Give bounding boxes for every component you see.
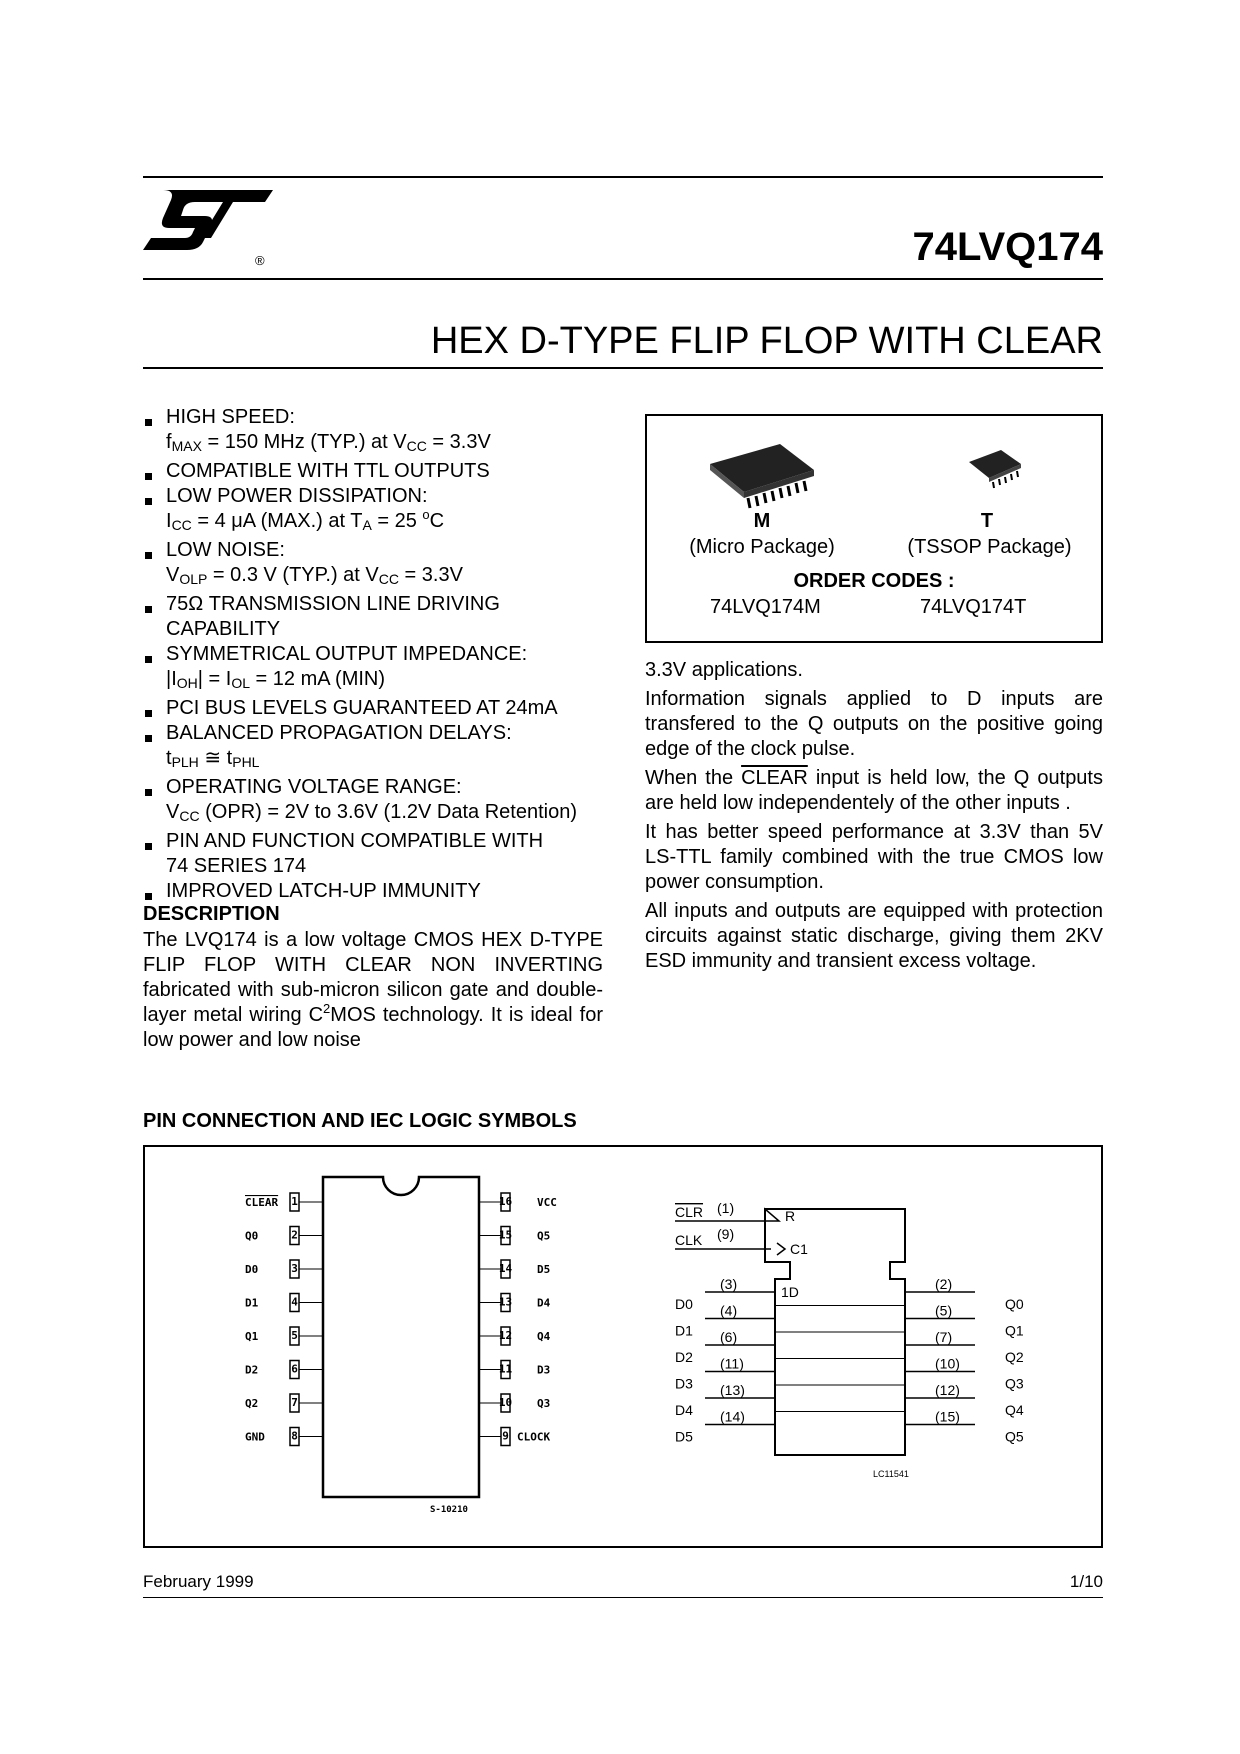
dip-pin-number: 4 [291,1295,298,1309]
clr-triangle [765,1209,779,1221]
desc-paragraph-3 [645,766,1103,816]
iec-clr-label: CLR [675,1204,704,1220]
feature-line: PCI BUS LEVELS GUARANTEED AT 24mA [166,697,558,719]
st-logo [143,190,273,268]
footer-rule [143,1597,1103,1598]
feature-item [143,538,603,592]
feature-line: IMPROVED LATCH-UP IMMUNITY [166,880,481,902]
footer-date: February 1999 [143,1572,254,1591]
dip-pin-label: D0 [245,1263,259,1276]
feature-list [143,405,603,904]
feature-item [143,459,603,484]
iec-output-pin: (2) [935,1276,953,1292]
dip-pin-number: 9 [502,1429,509,1443]
iec-c1-label: C1 [790,1241,808,1257]
dip-package-outline [323,1177,479,1497]
dip-pin-label: D2 [245,1363,259,1377]
desc-p3-post: input is held low, the Q outputs are held low independentely of the other inputs . [645,767,1103,814]
feature-line: LOW NOISE: [166,539,285,561]
order-codes-label: ORDER CODES : [793,570,955,592]
iec-clr-pin: (1) [717,1200,735,1216]
feature-detail: CAPABILITY [166,618,281,640]
dip-pin-label: Q5 [537,1229,551,1243]
dip-pin-number: 3 [291,1262,298,1275]
dip-pin-number: 2 [291,1228,298,1242]
pinout-code: S-10210 [430,1505,468,1515]
iec-clk-pin: (9) [717,1226,735,1242]
iec-input-label: D4 [675,1402,693,1418]
micro-package-name: (Micro Package) [689,536,835,558]
iec-output-pin: (15) [935,1408,960,1425]
dip-pin-label: GND [245,1430,265,1444]
feature-line: SYMMETRICAL OUTPUT IMPEDANCE: [166,643,528,665]
iec-output-label: Q4 [1005,1402,1024,1418]
dip-pin-label: D1 [245,1296,259,1310]
iec-input-label: D5 [675,1428,693,1445]
dip-pin-label: CLOCK [517,1430,551,1444]
dip-pin-number: 15 [498,1228,513,1242]
feature-line: COMPATIBLE WITH TTL OUTPUTS [166,460,490,482]
desc-paragraph-4: It has better speed performance at 3.3V than 5V LS-TTL family combined with the true CMOS low power consumption. [645,821,1103,893]
feature-line: HIGH SPEED: [166,406,295,428]
iec-input-pin: (14) [720,1408,745,1425]
document-title: HEX D-TYPE FLIP FLOP WITH CLEAR [430,320,1103,362]
iec-output-pin: (12) [935,1382,960,1398]
iec-output-pin: (7) [935,1329,953,1345]
dip-pin-number: 6 [291,1362,298,1376]
iec-input-label: D0 [675,1296,693,1312]
dip-pin-label: D4 [537,1296,551,1310]
feature-detail: $V_{OLP} = 0.3$ V (TYP.) at $V_{CC} = 3.3V$ [166,564,463,587]
iec-code: LC11541 [873,1469,909,1479]
iec-output-pin: (10) [935,1355,960,1372]
dip-pin-label: Q4 [537,1330,551,1343]
iec-input-pin: (3) [720,1276,738,1292]
dip-pin-label: CLEAR [245,1196,279,1209]
iec-row-group [675,1276,1024,1445]
feature-item [143,405,603,459]
micro-package-letter: M [753,510,771,532]
feature-item [143,592,603,642]
dip-pin-label: Q0 [245,1229,259,1243]
iec-1d-label: 1D [781,1284,799,1300]
iec-r-label: R [785,1208,796,1224]
desc-p3-pre: When the [645,767,742,789]
order-code-t: 74LVQ174T [920,596,1027,618]
feature-item [143,696,603,721]
iec-output-label: Q2 [1005,1349,1024,1365]
order-code-m: 74LVQ174M [710,596,821,618]
clear-signal-name: CLEAR [741,767,808,789]
description-left-text: The LVQ174 is a low voltage CMOS HEX D-TYPE FLIP FLOP WITH CLEAR NON INVERTING fabricated with sub-micron silicon gate and double-layer metal wiring $C^2MOS$ technology. It is ideal for low power and low noise [143,929,603,1051]
iec-input-pin: (11) [720,1355,744,1372]
dip-pin-number: 7 [291,1396,298,1409]
feature-detail: $f_{MAX} = 150$ MHz (TYP.) at $V_{CC} = 3.3V$ [166,431,491,454]
tssop-package-image [965,444,1025,494]
left-pin-group [245,1193,323,1446]
desc-paragraph-5: All inputs and outputs are equipped with protection circuits against static discharge, giving them 2KV ESD immunity and transient excess voltage. [645,900,1103,972]
iec-output-label: Q0 [1005,1296,1024,1312]
dip-pin-number: 13 [498,1295,513,1309]
iec-input-pin: (6) [720,1329,738,1345]
dip-pin-label: D3 [537,1363,551,1377]
iec-output-label: Q1 [1005,1322,1024,1339]
iec-logic-symbol [675,1200,1024,1479]
package-box [645,414,1103,643]
iec-output-pin: (5) [935,1302,953,1319]
dip-pin-label: Q2 [245,1397,259,1410]
feature-detail: $|I_{OH}| = I_{OL} = 12$ mA (MIN) [166,668,386,691]
feature-item [143,484,603,538]
pin-connection-heading: PIN CONNECTION AND IEC LOGIC SYMBOLS [143,1110,577,1132]
feature-line: OPERATING VOLTAGE RANGE: [166,776,462,798]
dip-pin-label: VCC [537,1196,557,1209]
tssop-package-name: (TSSOP Package) [907,536,1072,558]
feature-item [143,721,603,775]
feature-line: PIN AND FUNCTION COMPATIBLE WITH [166,830,544,852]
feature-item [143,879,603,904]
feature-detail: $I_{CC} = 4$ μA (MAX.) at $T_A = 25$ $^o$C [166,507,445,533]
dip-pin-label: Q1 [245,1330,259,1343]
iec-output-label: Q5 [1005,1428,1024,1445]
desc-paragraph-1: 3.3V applications. [645,659,803,681]
tssop-package-letter: T [980,510,994,532]
description-right-text [645,658,1103,978]
pin-connection-diagram-box [143,1145,1103,1548]
registered-mark: ® [255,253,265,268]
dip-pin-number: 5 [291,1329,298,1342]
right-pin-group [479,1193,557,1446]
feature-detail: 74 SERIES 174 [166,855,307,877]
iec-input-label: D1 [675,1322,693,1339]
iec-input-pin: (13) [720,1382,745,1398]
iec-input-pin: (4) [720,1302,738,1319]
feature-line: LOW POWER DISSIPATION: [166,485,428,507]
dip-pin-number: 1 [291,1195,298,1208]
diagram-svg [145,1147,1101,1546]
iec-clk-label: CLK [675,1232,703,1248]
iec-input-label: D3 [675,1375,693,1392]
dip-pin-number: 10 [498,1396,513,1409]
feature-detail: $t_{PLH}$ ≅ $t_{PHL}$ [166,747,260,770]
title-rule [143,367,1103,369]
part-number: 74LVQ174 [912,225,1103,269]
feature-line: 75Ω TRANSMISSION LINE DRIVING [166,593,500,615]
dip-pin-number: 14 [498,1262,513,1275]
dip-pin-label: Q3 [537,1397,551,1410]
iec-input-label: D2 [675,1349,693,1365]
description-heading: DESCRIPTION [143,903,280,925]
dip-pin-number: 8 [291,1429,298,1443]
feature-detail: $V_{CC}$ (OPR) = 2V to 3.6V (1.2V Data Retention) [166,801,577,824]
dip-pin-number: 12 [498,1329,513,1342]
so-package-image [702,436,822,516]
feature-item [143,642,603,696]
desc-paragraph-2: Information signals applied to D inputs are transfered to the Q outputs on the positive going edge of the clock pulse. [645,688,1103,760]
dip-pin-label: D5 [537,1263,551,1276]
footer-page-number: 1/10 [1069,1572,1103,1591]
clk-arrow [777,1243,785,1255]
top-rule [143,176,1103,178]
feature-item [143,829,603,879]
feature-item [143,775,603,829]
iec-output-label: Q3 [1005,1375,1024,1392]
dip-pin-number: 11 [498,1362,513,1376]
header-rule [143,278,1103,280]
dip-pin-number: 16 [498,1195,513,1208]
feature-line: BALANCED PROPAGATION DELAYS: [166,722,512,744]
